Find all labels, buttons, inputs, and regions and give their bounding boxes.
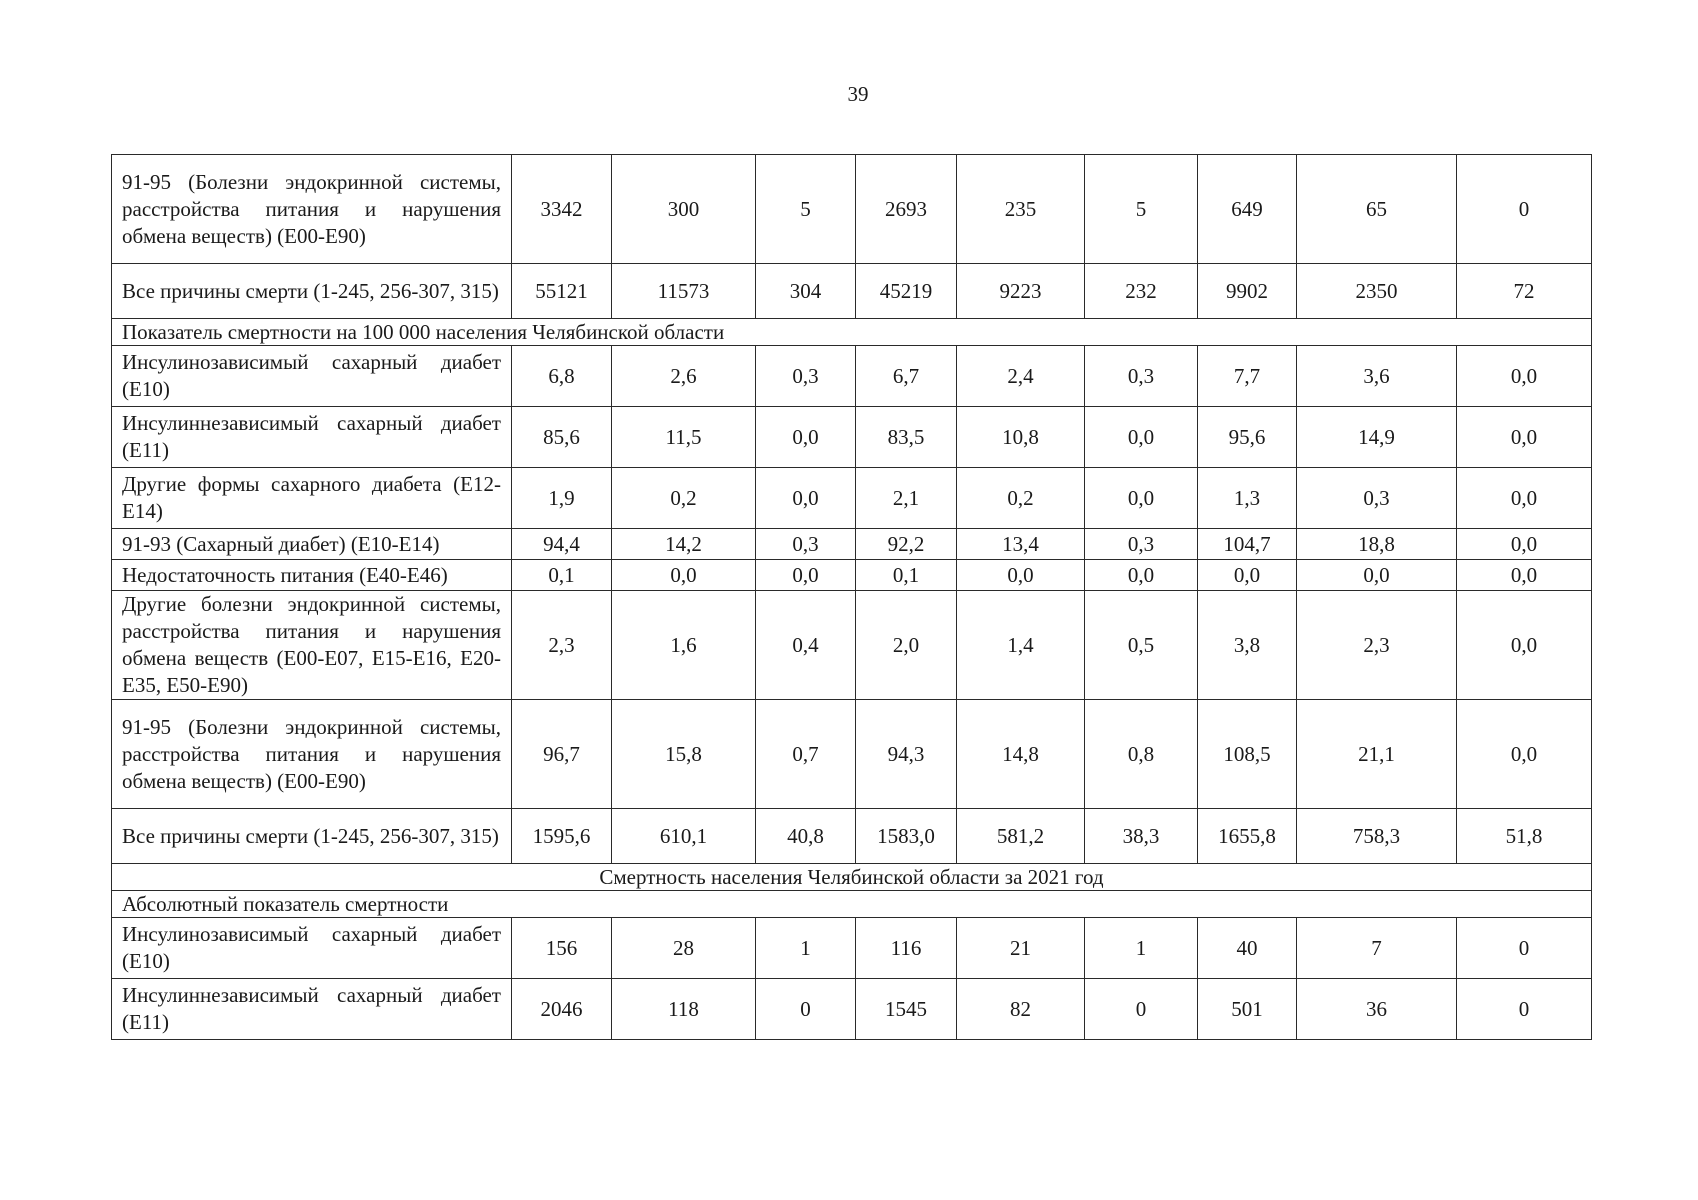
section-heading: Смертность населения Челябинской области за 2021 год [112,864,1592,891]
page-number: 39 [847,82,869,106]
cell-value: 10,8 [957,407,1085,468]
cell-value: 1 [1085,918,1198,979]
cell-value: 45219 [856,264,957,319]
cell-value: 501 [1198,979,1297,1040]
cell-value: 1,4 [957,591,1085,700]
table-row [112,529,1592,560]
section-heading: Показатель смертности на 100 000 населения Челябинской области [112,319,1592,346]
cell-value: 0,0 [1085,468,1198,529]
cell-value: 13,4 [957,529,1085,560]
cell-value: 21,1 [1297,700,1457,809]
cell-value: 94,3 [856,700,957,809]
cell-value: 0,0 [612,560,756,591]
cell-value: 2046 [512,979,612,1040]
row-label: Другие болезни эндокринной системы, расстройства питания и нарушения обмена веществ (Е00-Е07, Е15-Е16, Е20-Е35, Е50-Е90) [112,591,512,700]
cell-value: 2,4 [957,346,1085,407]
cell-value: 1,3 [1198,468,1297,529]
cell-value: 11,5 [612,407,756,468]
cell-value: 9902 [1198,264,1297,319]
cell-value: 0,0 [1457,700,1592,809]
cell-value: 9223 [957,264,1085,319]
section-row [112,864,1592,891]
row-label: Все причины смерти (1-245, 256-307, 315) [112,809,512,864]
cell-value: 96,7 [512,700,612,809]
cell-value: 0,0 [1457,529,1592,560]
cell-value: 85,6 [512,407,612,468]
cell-value: 0,4 [756,591,856,700]
cell-value: 0 [1457,979,1592,1040]
cell-value: 0,3 [756,346,856,407]
cell-value: 40,8 [756,809,856,864]
cell-value: 232 [1085,264,1198,319]
cell-value: 1,6 [612,591,756,700]
cell-value: 1583,0 [856,809,957,864]
cell-value: 2,0 [856,591,957,700]
cell-value: 2,3 [1297,591,1457,700]
table-row [112,700,1592,809]
cell-value: 0,0 [756,468,856,529]
cell-value: 14,9 [1297,407,1457,468]
cell-value: 1 [756,918,856,979]
row-label: 91-95 (Болезни эндокринной системы, расстройства питания и нарушения обмена веществ) (Е00-Е90) [112,700,512,809]
cell-value: 2350 [1297,264,1457,319]
cell-value: 95,6 [1198,407,1297,468]
table-row [112,264,1592,319]
cell-value: 5 [1085,155,1198,264]
cell-value: 104,7 [1198,529,1297,560]
cell-value: 649 [1198,155,1297,264]
cell-value: 7 [1297,918,1457,979]
row-label: Инсулинозависимый сахарный диабет (Е10) [112,346,512,407]
cell-value: 0,2 [957,468,1085,529]
cell-value: 0,3 [1085,346,1198,407]
cell-value: 610,1 [612,809,756,864]
cell-value: 0,0 [1457,346,1592,407]
cell-value: 0,0 [756,560,856,591]
cell-value: 116 [856,918,957,979]
cell-value: 0,5 [1085,591,1198,700]
cell-value: 92,2 [856,529,957,560]
cell-value: 3,8 [1198,591,1297,700]
section-row [112,891,1592,918]
row-label: 91-93 (Сахарный диабет) (Е10-Е14) [112,529,512,560]
cell-value: 758,3 [1297,809,1457,864]
table-row [112,155,1592,264]
cell-value: 36 [1297,979,1457,1040]
table-row [112,346,1592,407]
cell-value: 28 [612,918,756,979]
cell-value: 18,8 [1297,529,1457,560]
cell-value: 7,7 [1198,346,1297,407]
section-row [112,319,1592,346]
cell-value: 0 [756,979,856,1040]
cell-value: 0,0 [1457,560,1592,591]
cell-value: 38,3 [1085,809,1198,864]
cell-value: 300 [612,155,756,264]
section-heading: Абсолютный показатель смертности [112,891,1592,918]
cell-value: 21 [957,918,1085,979]
cell-value: 2,6 [612,346,756,407]
cell-value: 94,4 [512,529,612,560]
row-label: Инсулиннезависимый сахарный диабет (Е11) [112,979,512,1040]
cell-value: 82 [957,979,1085,1040]
table-row [112,468,1592,529]
cell-value: 6,8 [512,346,612,407]
cell-value: 1655,8 [1198,809,1297,864]
cell-value: 0,2 [612,468,756,529]
cell-value: 2,3 [512,591,612,700]
row-label: Инсулинозависимый сахарный диабет (Е10) [112,918,512,979]
cell-value: 51,8 [1457,809,1592,864]
cell-value: 235 [957,155,1085,264]
cell-value: 304 [756,264,856,319]
cell-value: 0,3 [756,529,856,560]
cell-value: 2,1 [856,468,957,529]
cell-value: 40 [1198,918,1297,979]
cell-value: 0,0 [756,407,856,468]
cell-value: 581,2 [957,809,1085,864]
cell-value: 14,2 [612,529,756,560]
cell-value: 0 [1085,979,1198,1040]
row-label: Все причины смерти (1-245, 256-307, 315) [112,264,512,319]
cell-value: 0,0 [1085,560,1198,591]
row-label: Другие формы сахарного диабета (Е12-Е14) [112,468,512,529]
cell-value: 0,0 [1085,407,1198,468]
cell-value: 1545 [856,979,957,1040]
cell-value: 0 [1457,155,1592,264]
table-row [112,809,1592,864]
row-label: Инсулиннезависимый сахарный диабет (Е11) [112,407,512,468]
table-row [112,591,1592,700]
cell-value: 0,8 [1085,700,1198,809]
cell-value: 0,0 [957,560,1085,591]
table-row [112,560,1592,591]
mortality-table [111,154,1592,1040]
table-row [112,918,1592,979]
cell-value: 55121 [512,264,612,319]
cell-value: 118 [612,979,756,1040]
cell-value: 156 [512,918,612,979]
cell-value: 2693 [856,155,957,264]
cell-value: 108,5 [1198,700,1297,809]
cell-value: 83,5 [856,407,957,468]
cell-value: 3342 [512,155,612,264]
cell-value: 15,8 [612,700,756,809]
cell-value: 72 [1457,264,1592,319]
cell-value: 0,3 [1297,468,1457,529]
cell-value: 0,0 [1297,560,1457,591]
cell-value: 0 [1457,918,1592,979]
cell-value: 0,0 [1457,591,1592,700]
cell-value: 5 [756,155,856,264]
cell-value: 0,1 [856,560,957,591]
cell-value: 14,8 [957,700,1085,809]
cell-value: 0,0 [1457,468,1592,529]
cell-value: 0,7 [756,700,856,809]
cell-value: 6,7 [856,346,957,407]
cell-value: 0,1 [512,560,612,591]
row-label: Недостаточность питания (Е40-Е46) [112,560,512,591]
cell-value: 1595,6 [512,809,612,864]
table-row [112,979,1592,1040]
row-label: 91-95 (Болезни эндокринной системы, расстройства питания и нарушения обмена веществ) (Е00-Е90) [112,155,512,264]
cell-value: 1,9 [512,468,612,529]
cell-value: 3,6 [1297,346,1457,407]
cell-value: 0,0 [1198,560,1297,591]
cell-value: 0,3 [1085,529,1198,560]
cell-value: 11573 [612,264,756,319]
cell-value: 0,0 [1457,407,1592,468]
cell-value: 65 [1297,155,1457,264]
table-row [112,407,1592,468]
